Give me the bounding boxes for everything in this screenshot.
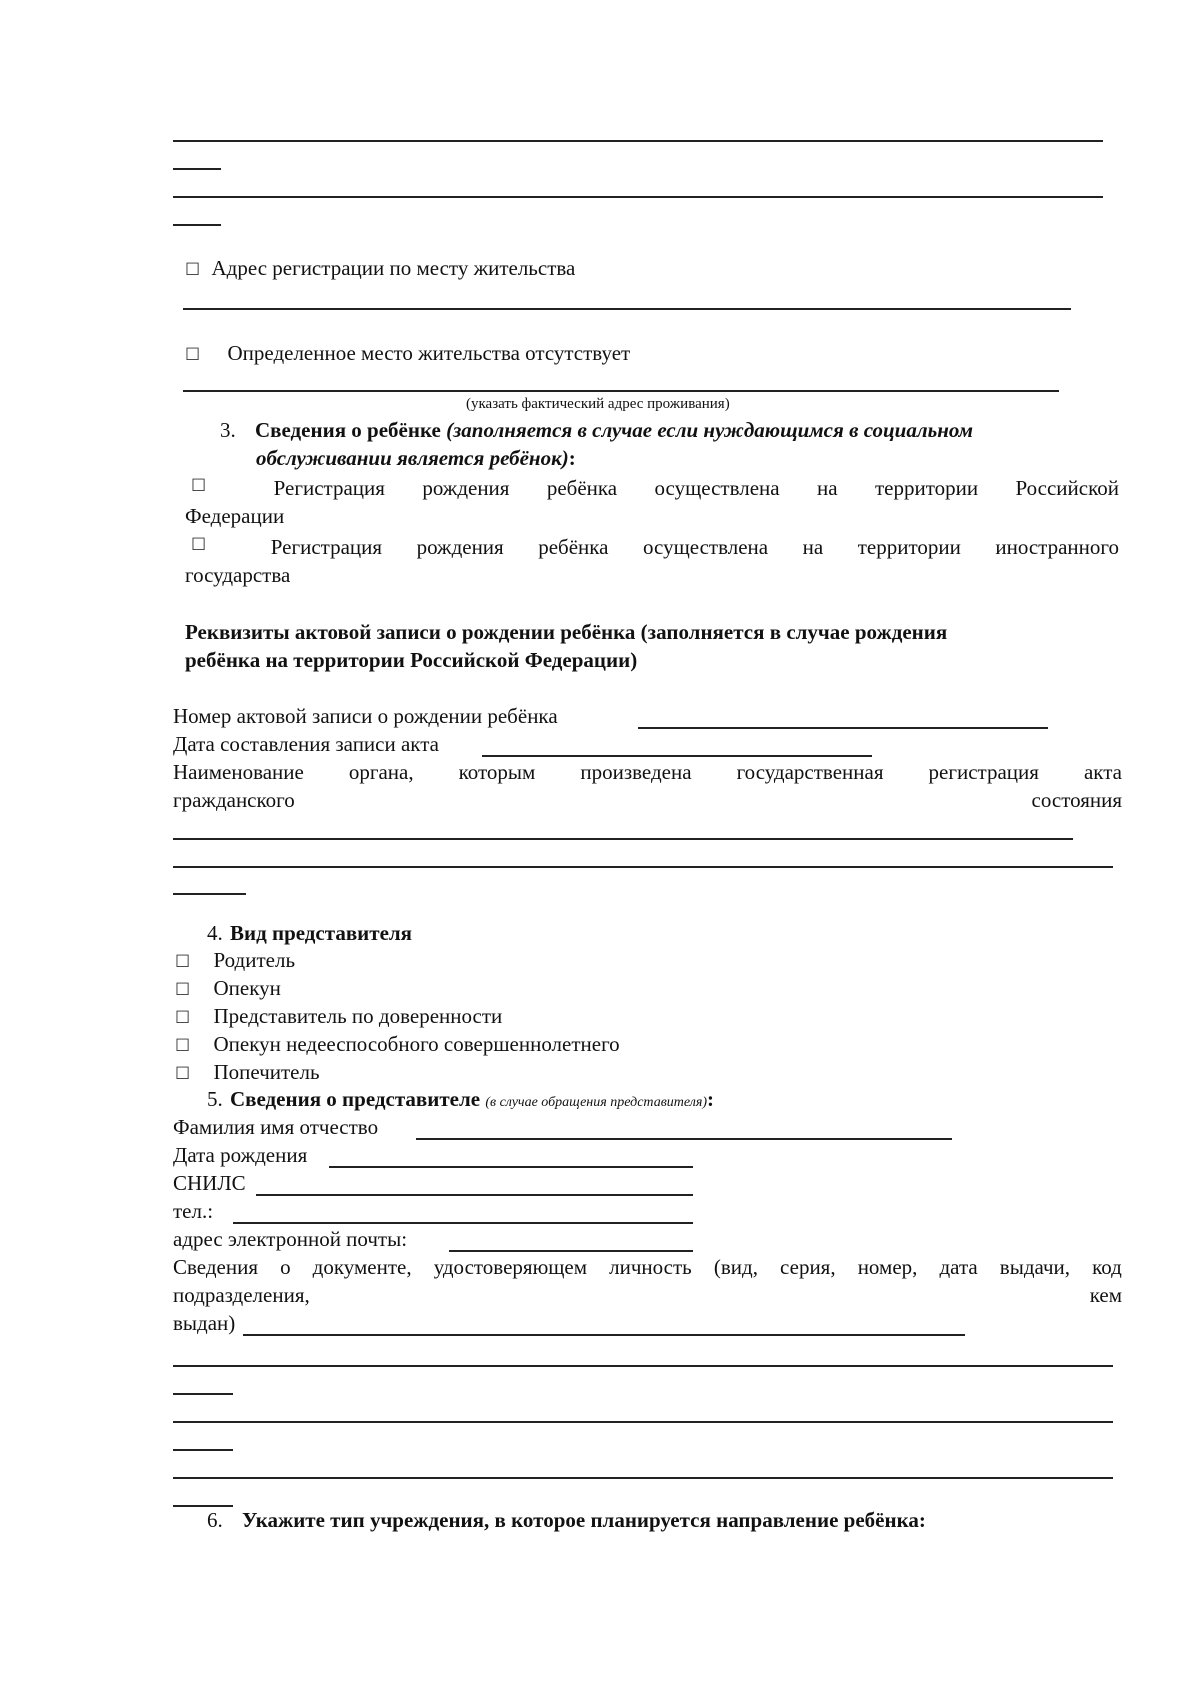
word: ребёнка (538, 535, 609, 559)
word: код (1092, 1255, 1122, 1279)
email-field[interactable] (449, 1250, 693, 1252)
option-label: Родитель (213, 948, 296, 972)
actual-address-line[interactable] (183, 390, 1059, 392)
phone-field[interactable] (233, 1222, 693, 1224)
section-title: Сведения о представителе (230, 1087, 481, 1111)
checkbox-icon[interactable]: ☐ (175, 1036, 191, 1056)
id-document-field-line[interactable] (173, 1393, 233, 1395)
birth-date-label: Дата рождения (173, 1143, 308, 1167)
record-number-label: Номер актовой записи о рождении ребёнка (173, 704, 558, 728)
checkbox-icon[interactable]: ☐ (191, 476, 207, 496)
word: ребёнка (546, 476, 618, 500)
phone-label: тел.: (173, 1199, 214, 1223)
record-heading-line1: Реквизиты актовой записи о рождении ребёнка (заполняется в случае рождения (185, 620, 948, 644)
section-number: 6. (207, 1508, 223, 1532)
word: осуществлена (654, 476, 780, 500)
word: удостоверяющем (433, 1255, 588, 1279)
checkbox-icon[interactable]: ☐ (175, 980, 191, 1000)
section-number: 3. (220, 418, 236, 442)
section-3-heading-line1 (220, 420, 973, 441)
checkbox-icon[interactable]: ☐ (185, 345, 201, 365)
section-number: 5. (207, 1087, 223, 1111)
registration-address-line[interactable] (183, 308, 1071, 310)
birth-registration-foreign-option[interactable] (173, 537, 1119, 558)
word: территории (857, 535, 961, 559)
fio-label: Фамилия имя отчество (173, 1115, 379, 1139)
id-document-label-line3: выдан) (173, 1311, 236, 1335)
blank-line[interactable] (173, 196, 1103, 198)
colon: : (568, 446, 576, 470)
representative-option-curator[interactable] (175, 1062, 320, 1083)
word: состояния (1031, 788, 1122, 812)
word: осуществлена (643, 535, 769, 559)
birth-date-field[interactable] (329, 1166, 693, 1168)
option-label: Представитель по доверенности (213, 1004, 503, 1028)
section-note: (заполняется в случае если нуждающимся в социальном (446, 418, 973, 442)
option-continuation: Федерации (185, 504, 285, 528)
registration-address-option[interactable] (185, 258, 575, 279)
word: номер, (857, 1255, 918, 1279)
id-document-field-line[interactable] (173, 1449, 233, 1451)
id-document-field-line[interactable] (173, 1477, 1113, 1479)
section-title: Сведения о ребёнке (255, 418, 441, 442)
option-continuation: государства (185, 563, 291, 587)
blank-line[interactable] (173, 140, 1103, 142)
snils-label: СНИЛС (173, 1171, 246, 1195)
word: личность (609, 1255, 692, 1279)
email-label: адрес электронной почты: (173, 1227, 408, 1251)
id-document-field-line[interactable] (173, 1421, 1113, 1423)
section-title: Вид представителя (230, 921, 413, 945)
word: Регистрация (273, 476, 385, 500)
word: Наименование (173, 760, 304, 784)
record-number-field[interactable] (638, 727, 1048, 729)
authority-label-line2 (173, 790, 1122, 811)
id-document-label-line2 (173, 1285, 1122, 1306)
word: органа, (348, 760, 414, 784)
option-label: Опекун (213, 976, 281, 1000)
fio-field[interactable] (416, 1138, 952, 1140)
word: рождения (422, 476, 510, 500)
section-5-heading (207, 1089, 714, 1110)
checkbox-icon[interactable]: ☐ (175, 1064, 191, 1084)
word: о (280, 1255, 291, 1279)
word: территории (874, 476, 979, 500)
word: государственная (736, 760, 884, 784)
section-note-cont: обслуживании является ребёнок) (256, 446, 569, 470)
word: дата (939, 1255, 978, 1279)
option-label: Попечитель (213, 1060, 320, 1084)
word: Сведения (173, 1255, 258, 1279)
section-title: Укажите тип учреждения, в которое планируется направление ребёнка: (242, 1508, 926, 1532)
blank-line[interactable] (173, 168, 221, 170)
authority-field-line[interactable] (173, 866, 1113, 868)
word: регистрация (928, 760, 1039, 784)
word: серия, (780, 1255, 836, 1279)
representative-option-guardian[interactable] (175, 978, 281, 999)
id-document-field-line[interactable] (173, 1505, 233, 1507)
section-note: (в случае обращения представителя) (485, 1095, 708, 1110)
colon: : (707, 1087, 715, 1111)
id-document-field[interactable] (243, 1334, 965, 1336)
actual-address-hint: (указать фактический адрес проживания) (466, 396, 730, 412)
snils-field[interactable] (256, 1194, 693, 1196)
word: (вид, (713, 1255, 758, 1279)
option-label: Определенное место жительства отсутствует (227, 341, 631, 365)
section-4-heading (207, 923, 412, 944)
no-residence-option[interactable] (185, 343, 630, 364)
representative-option-adult-guardian[interactable] (175, 1034, 620, 1055)
word: акта (1083, 760, 1122, 784)
word: на (802, 535, 824, 559)
authority-field-line[interactable] (173, 893, 246, 895)
word: кем (1089, 1283, 1122, 1307)
record-date-field[interactable] (482, 755, 872, 757)
checkbox-icon[interactable]: ☐ (185, 260, 201, 280)
word: которым (458, 760, 536, 784)
representative-option-proxy[interactable] (175, 1006, 502, 1027)
word: подразделения, (173, 1283, 310, 1307)
word: документе, (312, 1255, 412, 1279)
record-heading-line2: ребёнка на территории Российской Федерации) (185, 648, 638, 672)
word: выдачи, (999, 1255, 1071, 1279)
section-6-heading (207, 1510, 926, 1531)
birth-registration-russia-option[interactable] (173, 478, 1119, 499)
blank-line[interactable] (173, 224, 221, 226)
option-label: Адрес регистрации по месту жительства (211, 256, 576, 280)
checkbox-icon[interactable]: ☐ (175, 1008, 191, 1028)
word: иностранного (995, 535, 1119, 559)
record-date-label: Дата составления записи акта (173, 732, 439, 756)
word: произведена (580, 760, 692, 784)
section-number: 4. (207, 921, 223, 945)
checkbox-icon[interactable]: ☐ (191, 535, 207, 555)
section-3-heading-line2 (256, 448, 576, 469)
word: на (817, 476, 838, 500)
checkbox-icon[interactable]: ☐ (175, 952, 191, 972)
word: Российской (1015, 476, 1119, 500)
representative-option-parent[interactable] (175, 950, 295, 971)
authority-label-line1 (173, 762, 1122, 783)
word: гражданского (173, 788, 295, 812)
authority-field-line[interactable] (173, 838, 1073, 840)
word: Регистрация (270, 535, 383, 559)
word: рождения (416, 535, 504, 559)
id-document-field-line[interactable] (173, 1365, 1113, 1367)
option-label: Опекун недееспособного совершеннолетнего (213, 1032, 620, 1056)
id-document-label-line1 (173, 1257, 1122, 1278)
